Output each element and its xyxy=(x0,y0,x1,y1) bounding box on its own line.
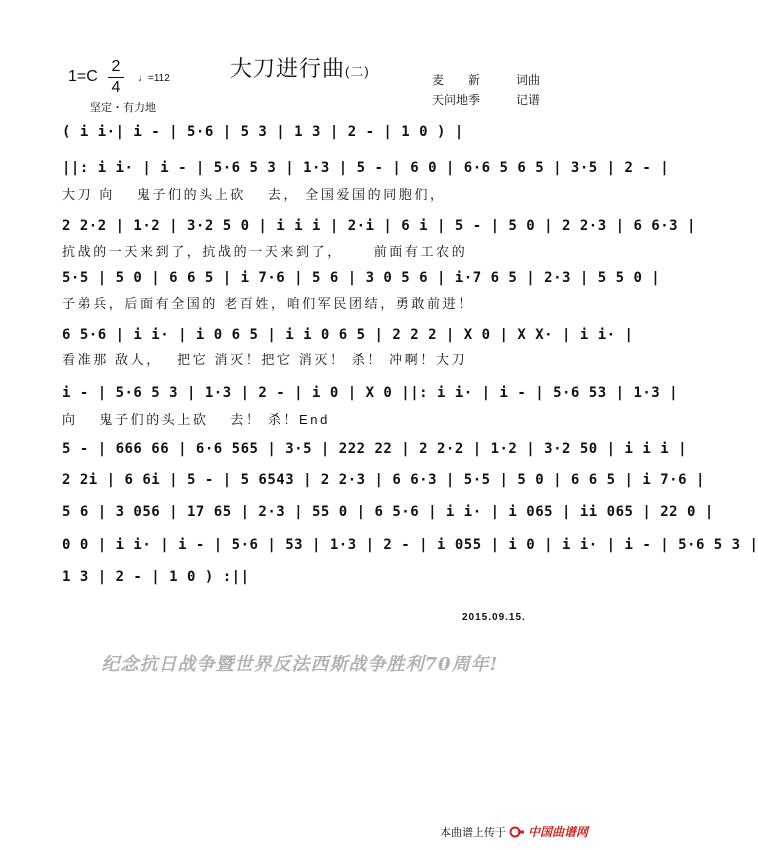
credit-role: 记谱 xyxy=(515,93,540,107)
site-logo-icon xyxy=(510,826,524,838)
expression-marking: 坚定・有力地 xyxy=(90,102,156,114)
meter-bottom: 4 xyxy=(111,79,121,96)
score-line-notes: 0 0 | i i· | i - | 5·6 | 53 | 1·3 | 2 - | i 055 | i 0 | i i· | i - | 5·6 5 3 | xyxy=(62,537,758,553)
score-line-lyrics: 向 鬼子们的头上砍 去！ 杀！End xyxy=(62,412,330,427)
meter-divider xyxy=(108,77,124,78)
score-line-lyrics: 子弟兵，后面有全国的 老百姓，咱们军民团结，勇敢前进！ xyxy=(62,296,474,311)
score-line-lyrics: 抗战的一天来到了，抗战的一天来到了， 前面有工农的 xyxy=(62,244,468,259)
song-title-main: 大刀进行曲 xyxy=(230,56,346,81)
upload-text: 本曲谱上传于 xyxy=(439,826,506,839)
site-name[interactable]: 中国曲谱网 xyxy=(527,825,588,839)
key-signature: 1=C xyxy=(68,68,98,85)
tempo-marking: ♩=112 xyxy=(138,73,170,84)
score-line-notes: 5 6 | 3 056 | 17 65 | 2·3 | 55 0 | 6 5·6 | i i· | i 065 | ii 065 | 22 0 | xyxy=(62,504,714,520)
score-line-notes: i - | 5·6 5 3 | 1·3 | 2 - | i 0 | X 0 ||: i i· | i - | 5·6 53 | 1·3 | xyxy=(62,385,679,401)
song-title xyxy=(230,52,370,83)
credit-lyricist-composer xyxy=(432,70,540,90)
time-signature xyxy=(108,58,124,97)
score-line-notes: 5·5 | 5 0 | 6 6 5 | i 7·6 | 5 6 | 3 0 5 6 | i·7 6 5 | 2·3 | 5 5 0 | xyxy=(62,270,661,286)
score-line-notes: 5 - | 666 66 | 6·6 565 | 3·5 | 222 22 | 2 2·2 | 1·2 | 3·2 50 | i i i | xyxy=(62,441,688,457)
credit-role: 词曲 xyxy=(515,73,540,87)
score-line-lyrics: 看准那 敌人， 把它 消灭！把它 消灭！ 杀！ 冲啊！大刀 xyxy=(62,352,468,367)
score-line-notes: ( i i·| i - | 5·6 | 5 3 | 1 3 | 2 - | 1 0 ) | xyxy=(62,124,464,140)
score-line-notes: 2 2i | 6 6i | 5 - | 5 6543 | 2 2·3 | 6 6·3 | 5·5 | 5 0 | 6 6 5 | i 7·6 | xyxy=(62,472,705,488)
score-line-notes: 6 5·6 | i i· | i 0 6 5 | i i 0 6 5 | 2 2 2 | X 0 | X X· | i i· | xyxy=(62,327,634,343)
transcription-date: 2015.09.15. xyxy=(462,612,526,623)
meter-top: 2 xyxy=(111,58,121,75)
credit-transcriber xyxy=(432,90,540,110)
credit-name: 天问地季 xyxy=(432,93,481,107)
score-line-notes: 1 3 | 2 - | 1 0 ) :|| xyxy=(62,569,250,585)
credit-name: 麦 新 xyxy=(432,73,481,87)
footer-credit xyxy=(440,823,588,840)
score-line-notes: 2 2·2 | 1·2 | 3·2 5 0 | i i i | 2·i | 6 i | 5 - | 5 0 | 2 2·3 | 6 6·3 | xyxy=(62,218,696,234)
score-line-notes: ||: i i· | i - | 5·6 5 3 | 1·3 | 5 - | 6 0 | 6·6 5 6 5 | 3·5 | 2 - | xyxy=(62,160,670,176)
song-title-suffix: (二) xyxy=(345,64,370,79)
credits xyxy=(432,70,540,110)
commemoration-slogan: 纪念抗日战争暨世界反法西斯战争胜利70周年! xyxy=(101,654,499,675)
score-line-lyrics: 大刀 向 鬼子们的头上砍 去， 全国爱国的同胞们， xyxy=(62,187,446,202)
